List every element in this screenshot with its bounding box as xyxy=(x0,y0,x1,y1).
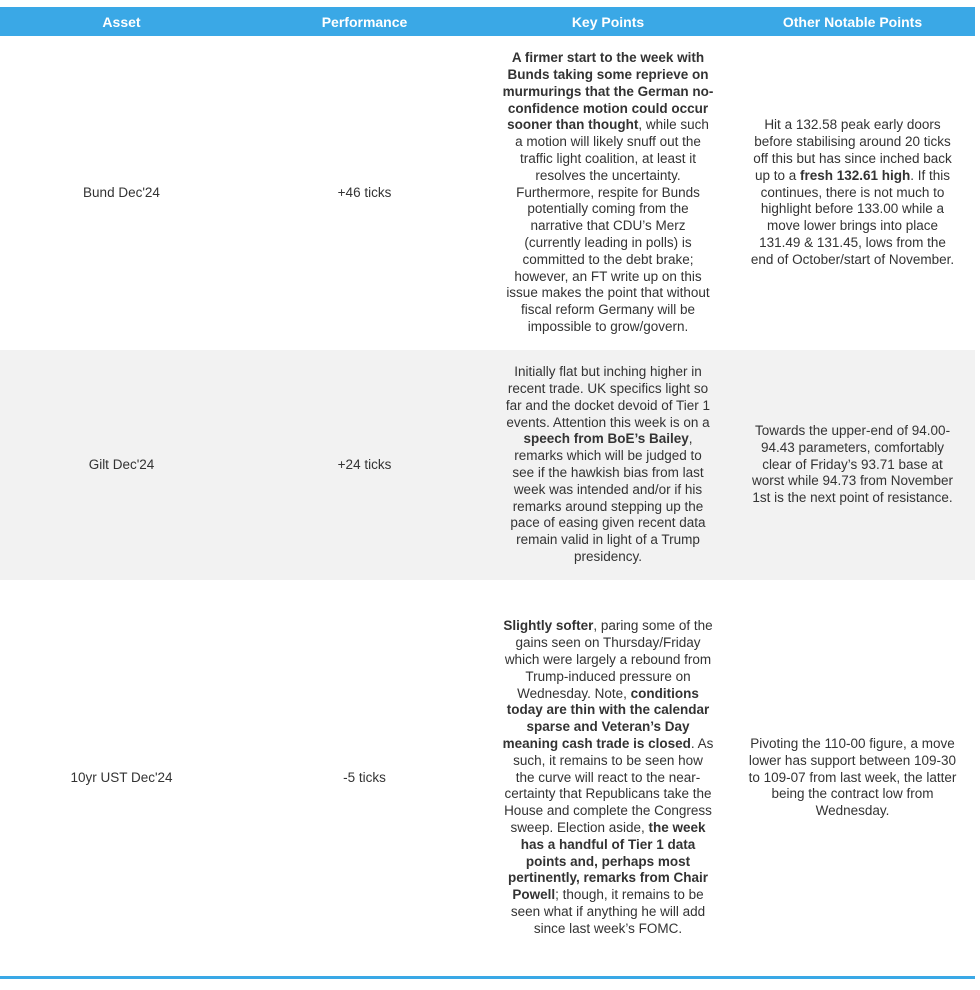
performance-cell: +24 ticks xyxy=(243,350,486,580)
fixed-income-table xyxy=(0,7,975,976)
table-row xyxy=(0,36,975,350)
performance-cell: +46 ticks xyxy=(337,184,392,200)
text-segment: , while such a motion will likely snuff out the traffic light coalition, at least it resolves the uncertainty. Furthermore, respite for Bunds potentially coming from the narrative that CDU’s Merz (currently leading in polls) is committed to the debt brake; however, an FT write up on this issue makes the point that without fiscal reform Germany will be impossible to grow/govern. xyxy=(506,117,710,334)
performance-cell: -5 ticks xyxy=(343,769,386,785)
header-row xyxy=(0,7,975,36)
bold-text-segment: the week has a handful of Tier 1 data points and, perhaps most pertinently, remarks from Chair Powell xyxy=(507,819,709,903)
asset-cell: Gilt Dec'24 xyxy=(0,350,243,580)
table-row xyxy=(0,580,975,976)
text-segment: Pivoting the 110-00 figure, a move lower has support between 109-30 to 109-07 from last week, the latter being the contract low from Wednesday. xyxy=(748,736,957,819)
header-performance: Performance xyxy=(243,7,486,36)
other-notable-points-cell xyxy=(748,117,958,268)
table-row xyxy=(0,350,975,580)
other-notable-points-cell xyxy=(748,736,958,820)
table-bottom-rule xyxy=(0,976,975,979)
asset-cell: Bund Dec'24 xyxy=(83,184,160,200)
header-key-points: Key Points xyxy=(486,7,730,36)
other-notable-points-cell xyxy=(748,423,958,507)
text-segment: ; though, it remains to be seen what if anything he will add since last week’s FOMC. xyxy=(510,887,706,936)
header-other-notable-points: Other Notable Points xyxy=(730,7,975,36)
bold-text-segment: speech from BoE’s Bailey xyxy=(523,431,689,447)
key-points-cell xyxy=(502,364,714,566)
header-asset: Asset xyxy=(0,7,243,36)
text-segment: , paring some of the gains seen on Thursday/Friday which were largely a rebound from Trump-induced pressure on Wednesday. Note, xyxy=(504,618,713,701)
bold-text-segment: fresh 132.61 high xyxy=(799,167,911,183)
bold-text-segment: Slightly softer xyxy=(503,618,594,634)
text-segment: Hit a 132.58 peak early doors before stabilising around 20 ticks off this but has since inched back up to a xyxy=(753,117,952,183)
asset-cell: 10yr UST Dec'24 xyxy=(70,769,173,785)
bold-text-segment: A firmer start to the week with Bunds taking some reprieve on murmurings that the German no-confidence motion could occur sooner than thought xyxy=(502,50,714,133)
text-segment: Initially flat but inching higher in recent trade. UK specifics light so far and the docket devoid of Tier 1 events. Attention this week is on a xyxy=(505,364,711,430)
text-segment: . As such, it remains to be seen how the curve will react to the near-certainty that Republicans take the House and complete the Congress sweep. Election aside, xyxy=(504,736,714,835)
key-points-cell xyxy=(502,50,714,336)
text-segment: . If this continues, there is not much to highlight before 133.00 while a move lower brings into place 131.49 & 131.45, lows from the end of October/start of November. xyxy=(750,167,955,267)
text-segment: , remarks which will be judged to see if the hawkish bias from last week was intended and/or if his remarks around stepping up the pace of easing given recent data remain valid in light of a Trump presidency. xyxy=(510,431,706,564)
key-points-cell xyxy=(502,618,714,937)
text-segment: Towards the upper-end of 94.00-94.43 parameters, comfortably clear of Friday’s 93.71 base at worst while 94.73 from November 1st is the next point of resistance. xyxy=(751,423,954,506)
bold-text-segment: conditions today are thin with the calendar sparse and Veteran’s Day meaning cash trade is closed xyxy=(502,685,710,751)
